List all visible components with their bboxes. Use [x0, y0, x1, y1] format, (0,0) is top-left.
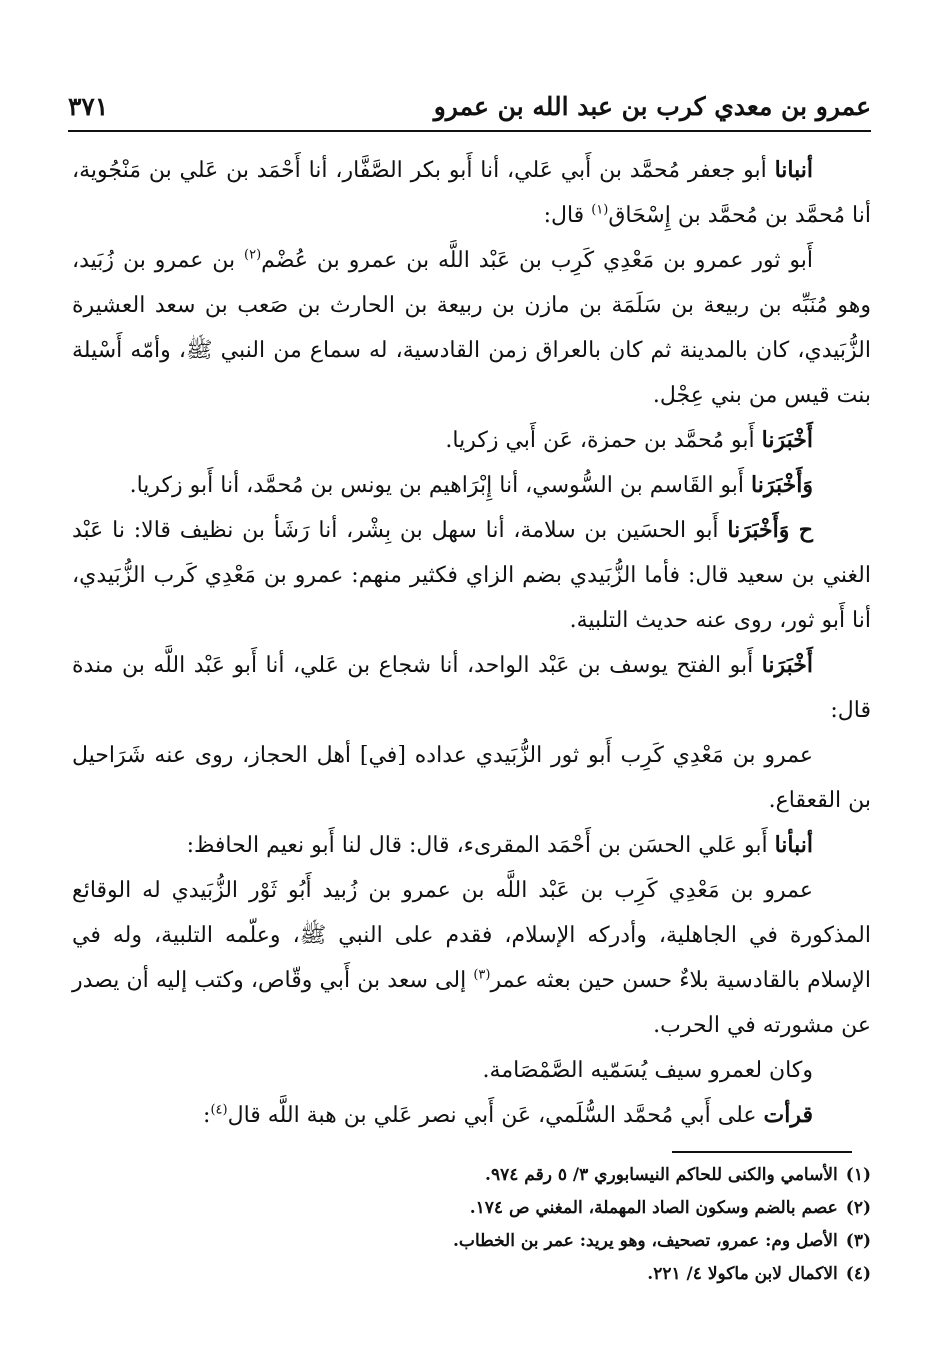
paragraph-text: بن عمرو بن زُبَيد، وهو مُنَبِّه بن ربيعة بن سَلَمَة بن مازن بن ربيعة بن الحارث بن صَعب بن سعد العشيرة الزُّبَيدي، كان بالمدينة ثم كان بالعراق زمن القادسية، له سماع من النبي ﷺ، وأمّه أَسْيلة بنت قيس من بني عِجْل.: [72, 248, 871, 408]
main-text: [72, 148, 871, 1138]
footnote-number: (١): [845, 1165, 871, 1185]
paragraph-text: :: [203, 1103, 211, 1128]
transmission-term: أنبأنا: [774, 832, 813, 858]
running-title: عمرو بن معدي كرب بن عبد الله بن عمرو: [433, 91, 871, 121]
footnote-ref: (١): [591, 202, 609, 218]
paragraph-text: أبو جعفر مُحمَّد بن أَبي عَلي، أنا أَبو بكر الصَّفَّار، أنا أَحْمَد بن عَلي بن مَنْجُوية، أنا مُحمَّد بن مُحمَّد بن إِسْحَاق: [72, 158, 871, 228]
footnote: [72, 1192, 871, 1225]
transmission-term: قرأت: [763, 1102, 813, 1128]
footnote-separator: [672, 1151, 852, 1153]
paragraph: [72, 418, 871, 463]
footnote-number: (٢): [845, 1198, 871, 1218]
footnote-number: (٣): [845, 1231, 871, 1251]
paragraph: [72, 733, 871, 823]
transmission-term: وَأَخْبَرَنا: [751, 472, 813, 498]
footnote-text: الأسامي والكنى للحاكم النيسابوري ٣/ ٥ رقم ٩٧٤.: [485, 1165, 838, 1185]
paragraph-text: على أَبي مُحمَّد السُّلَمي، عَن أَبي نصر عَلي بن هبة اللَّه قال: [227, 1103, 757, 1128]
footnote-ref: (٣): [473, 967, 491, 983]
paragraph: [72, 508, 871, 643]
footnote-ref: (٢): [244, 247, 262, 263]
paragraph-text: إلى سعد بن أَبي وقّاص، وكتب إليه أن يصدر عن مشورته في الحرب.: [72, 968, 871, 1038]
footnotes: [72, 1159, 871, 1291]
paragraph-text: عمرو بن مَعْدِي كَرِب أَبو ثور الزُّبَيدي عداده [في] أهل الحجاز، روى عنه شَرَاحيل بن القعقاع.: [72, 743, 871, 813]
paragraph-text: أَبو الحسَين بن سلامة، أنا سهل بن بِشْر، أنا رَشَأ بن نظيف قالا: نا عَبْد الغني بن سعيد قال: فأما الزُّبَيدي بضم الزاي فكثير منهم: عمرو بن مَعْدِي كَرب الزُّبَيدي، أنا أَبو ثور، روى عنه حديث التلبية.: [72, 518, 871, 633]
footnote: [72, 1159, 871, 1192]
paragraph-text: أَبو الفتح يوسف بن عَبْد الواحد، أنا شجاع بن عَلي، أنا أَبو عَبْد اللَّه بن مندة قال:: [72, 653, 871, 723]
paragraph: [72, 148, 871, 238]
paragraph: [72, 823, 871, 868]
paragraph: [72, 463, 871, 508]
footnote-number: (٤): [845, 1264, 871, 1284]
transmission-term: أَخْبَرَنا: [761, 652, 813, 678]
paragraph: [72, 1048, 871, 1093]
footnote: [72, 1225, 871, 1258]
page-number: ٣٧١: [68, 91, 109, 121]
paragraph-text: أَبو مُحمَّد بن حمزة، عَن أَبي زكريا.: [445, 428, 755, 453]
footnote-text: الاكمال لابن ماكولا ٤/ ٢٢١.: [647, 1264, 838, 1284]
footnote-ref: (٤): [210, 1102, 228, 1118]
footnote: [72, 1258, 871, 1291]
paragraph: [72, 1093, 871, 1138]
paragraph-text: عمرو بن مَعْدِي كَرِب بن عَبْد اللَّه بن عمرو بن زُبيد أَبُو ثَوْر الزُّبَيدي له الوقائع المذكورة في الجاهلية، وأدركه الإسلام، فقدم على النبي ﷺ، وعلّمه التلبية، وله في الإسلام بالقادسية بلاءٌ حسن حين بعثه عمر: [72, 878, 871, 993]
paragraph-text: أَبو القَاسم بن السُّوسي، أنا إِبْرَاهيم بن يونس بن مُحمَّد، أنا أَبو زكريا.: [129, 473, 745, 498]
header-rule: [68, 130, 871, 132]
paragraph-text: أَبو ثور عمرو بن مَعْدِي كَرِب بن عَبْد اللَّه بن عمرو بن عُضْم: [261, 248, 813, 273]
paragraph: [72, 238, 871, 418]
paragraph-text: وكان لعمرو سيف يُسَمّيه الصَّمْصَامة.: [482, 1058, 813, 1083]
paragraph: [72, 868, 871, 1048]
transmission-term: ح وَأَخْبَرَنا: [727, 517, 813, 543]
transmission-term: أَخْبَرَنا: [761, 427, 813, 453]
paragraph-text: أَبو عَلي الحسَن بن أَحْمَد المقرىء، قال: قال لنا أَبو نعيم الحافظ:: [186, 833, 768, 858]
transmission-term: أنبانا: [774, 157, 813, 183]
paragraph: [72, 643, 871, 733]
footnote-text: عصم بالضم وسكون الصاد المهملة، المغني ص ١٧٤.: [469, 1198, 838, 1218]
running-header: [68, 86, 871, 126]
paragraph-text: قال:: [543, 203, 592, 228]
footnote-text: الأصل وم: عمرو، تصحيف، وهو يريد: عمر بن الخطاب.: [453, 1231, 838, 1251]
